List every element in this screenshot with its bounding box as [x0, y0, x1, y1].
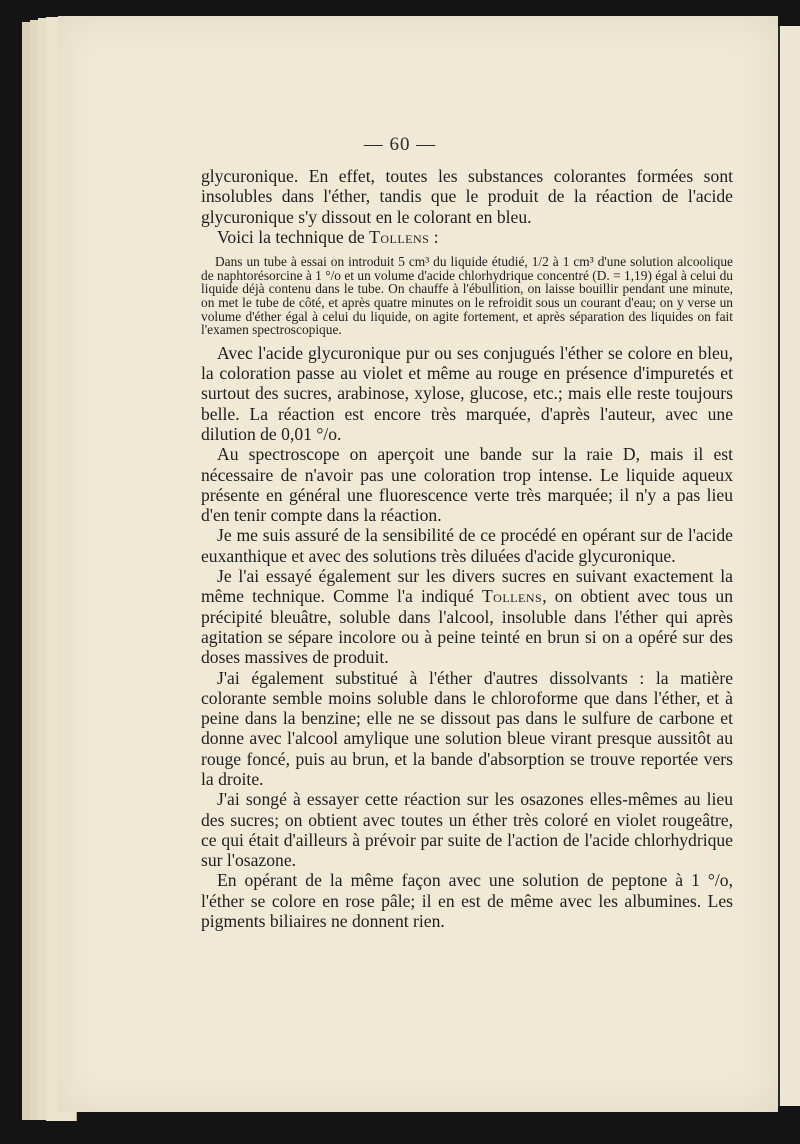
paragraph: En opérant de la même façon avec une solution de peptone à 1 °/o, l'éther se colore en rose pâle; il en est de même avec les albumines. Les pigments biliaires ne donnent rien. — [201, 870, 733, 932]
paragraph: J'ai également substitué à l'éther d'autres dissolvants : la matière colorante semble moins soluble dans le chloroforme que dans l'éther, et à peine dans la benzine; elle ne se dissout pas dans le sulfure de carbone et donne avec l'alcool amylique une solution bleue virant presque aussitôt au rouge foncé, puis au brun, et la bande d'absorption se trouve reportée vers la droite. — [201, 667, 733, 789]
paragraph: J'ai songé à essayer cette réaction sur les osazones elles-mêmes au lieu des sucres; on obtient avec toutes un éther très coloré en violet rougeâtre, ce qui était d'ailleurs à prévoir par suite de l'action de l'acide chlorhydrique sur l'osazone. — [201, 789, 733, 871]
paragraph — [201, 227, 733, 247]
paragraph — [201, 566, 733, 667]
paragraph-text: : — [429, 226, 439, 247]
book-page — [58, 16, 778, 1112]
author-name: Tollens — [369, 226, 430, 247]
page-number: — 60 — — [363, 134, 437, 155]
paragraph: Avec l'acide glycuronique pur ou ses conjugués l'éther se colore en bleu, la coloration passe au violet et même au rouge en présence d'impuretés et surtout des sucres, arabinose, xylose, glucose, etc.; mais elle reste toujours belle. La réaction est encore très marquée, d'après l'auteur, avec une dilution de 0,01 °/o. — [201, 342, 733, 444]
next-page-edge — [778, 26, 800, 1106]
paragraph-text: , on obtient avec tous un précipité bleuâtre, soluble dans l'alcool, insoluble dans l'éther qui après agitation se sépare incolore ou à peine teinté en brun si on a opéré sur des doses massives de produit. — [201, 586, 733, 668]
quoted-technique: Dans un tube à essai on introduit 5 cm³ du liquide étudié, 1/2 à 1 cm³ d'une solution alcoolique de naphtorésorcine à 1 °/o et un volume d'acide chlorhydrique concentré (D. = 1,19) égal à celui du liquide déjà contenu dans le tube. On chauffe à l'ébullition, on laisse bouillir pendant une minute, on met le tube de côté, et après quatre minutes on le refroidit sous un courant d'eau; on y verse un volume d'éther égal à celui du liquide, on agite fortement, et après séparation des liquides on fait l'examen spectroscopique. — [201, 254, 733, 338]
paragraph-text: Voici la technique de — [217, 226, 370, 247]
paragraph-text: Je l'ai essayé également sur les divers sucres en suivant exactement la même technique. Comme l'a indiqué — [201, 566, 733, 607]
page-body — [201, 166, 733, 931]
paragraph: Je me suis assuré de la sensibilité de ce procédé en opérant sur de l'acide euxanthique et avec des solutions très diluées d'acide glycuronique. — [201, 525, 733, 566]
paragraph: glycuronique. En effet, toutes les substances colorantes formées sont insolubles dans l'éther, tandis que le produit de la réaction de l'acide glycuronique s'y dissout en le colorant en bleu. — [201, 166, 733, 227]
paragraph: Au spectroscope on aperçoit une bande sur la raie D, mais il est nécessaire de n'avoir pas une coloration trop intense. Le liquide aqueux présente en général une fluorescence verte très marquée; il n'y a pas lieu d'en tenir compte dans la réaction. — [201, 444, 733, 526]
author-name: Tollens — [481, 586, 543, 607]
